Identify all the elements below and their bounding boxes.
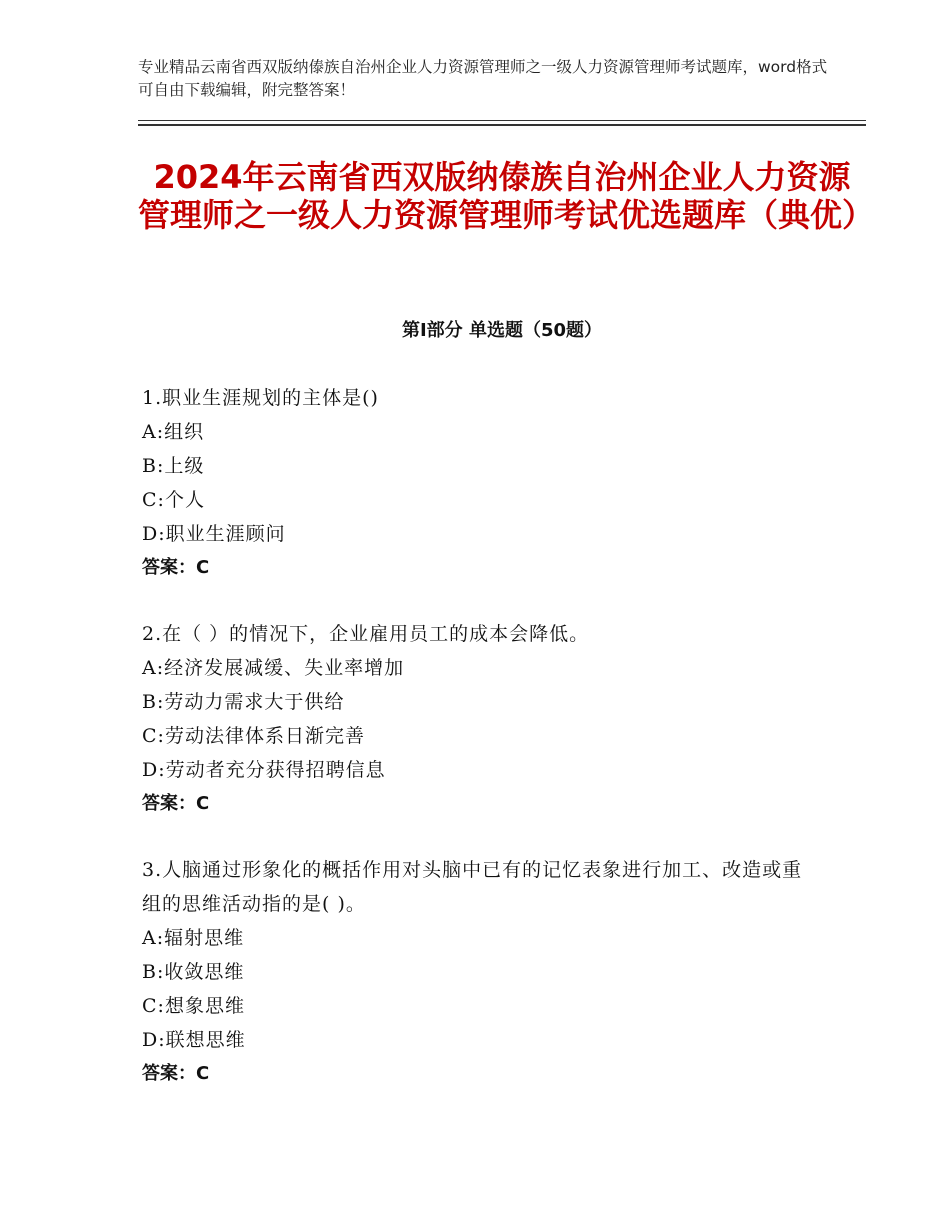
option-b: B:劳动力需求大于供给 bbox=[142, 691, 345, 713]
answer: 答案：C bbox=[142, 1063, 210, 1084]
option-a: A:组织 bbox=[142, 421, 205, 443]
option-c: C:劳动法律体系日渐完善 bbox=[142, 725, 365, 747]
header-rule-thin bbox=[138, 120, 866, 121]
document-title: 2024年云南省西双版纳傣族自治州企业人力资源管理师之一级人力资源管理师考试优选题库（典优） bbox=[138, 158, 875, 234]
option-d: D:联想思维 bbox=[142, 1029, 246, 1051]
option-d: D:职业生涯顾问 bbox=[142, 523, 286, 545]
question-list bbox=[142, 381, 822, 1123]
option-b: B:上级 bbox=[142, 455, 205, 477]
section-title: 第Ⅰ部分 单选题（50题） bbox=[401, 320, 602, 341]
question-stem: 1.职业生涯规划的主体是() bbox=[142, 387, 379, 409]
header-note: 专业精品云南省西双版纳傣族自治州企业人力资源管理师之一级人力资源管理师考试题库，word格式可自由下载编辑，附完整答案！ bbox=[138, 58, 828, 99]
question-stem: 3.人脑通过形象化的概括作用对头脑中已有的记忆表象进行加工、改造或重组的思维活动指的是( )。 bbox=[142, 859, 803, 915]
question-1 bbox=[142, 381, 822, 585]
answer: 答案：C bbox=[142, 793, 210, 814]
question-3 bbox=[142, 853, 822, 1091]
question-2 bbox=[142, 617, 822, 821]
question-stem: 2.在（ ）的情况下，企业雇用员工的成本会降低。 bbox=[142, 623, 590, 645]
answer: 答案：C bbox=[142, 557, 210, 578]
option-b: B:收敛思维 bbox=[142, 961, 245, 983]
option-c: C:个人 bbox=[142, 489, 205, 511]
option-c: C:想象思维 bbox=[142, 995, 245, 1017]
option-a: A:辐射思维 bbox=[142, 927, 245, 949]
option-a: A:经济发展减缓、失业率增加 bbox=[142, 657, 405, 679]
header-rule-thick bbox=[138, 124, 866, 126]
option-d: D:劳动者充分获得招聘信息 bbox=[142, 759, 386, 781]
